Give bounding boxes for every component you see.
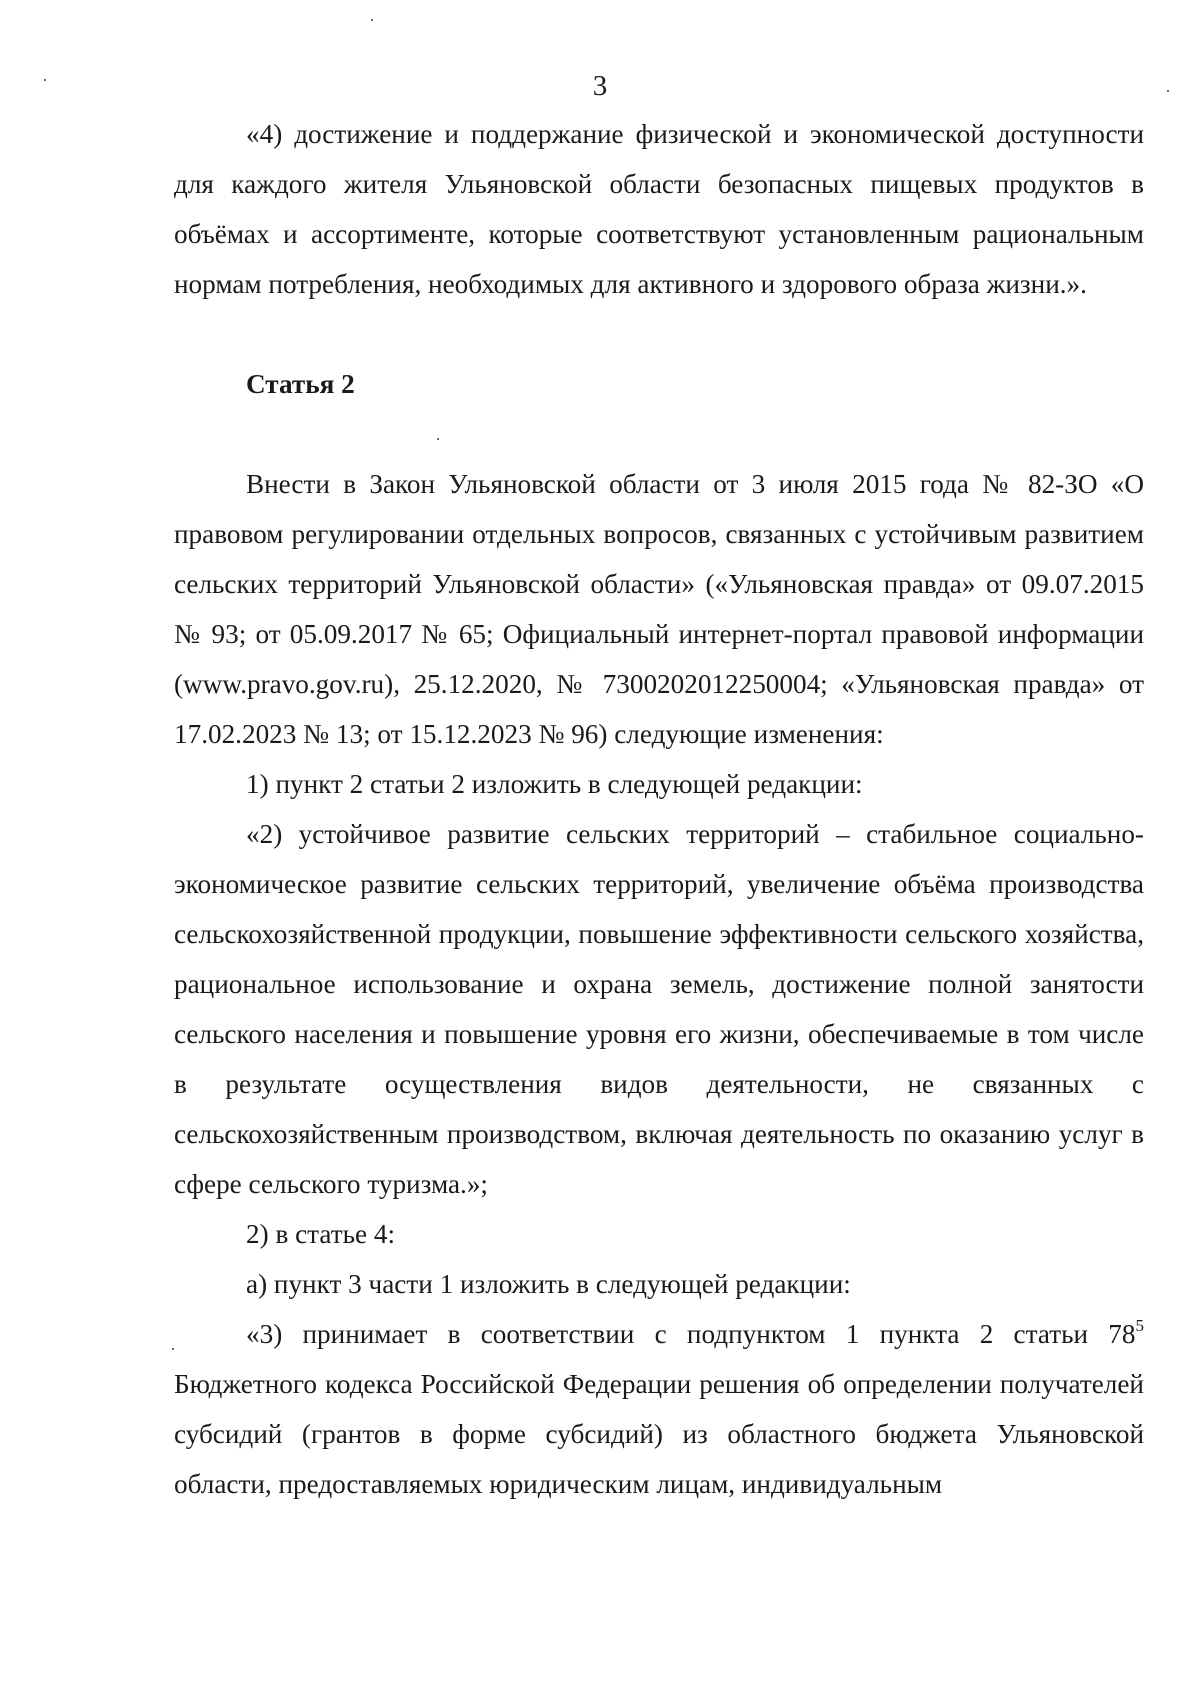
paragraph-item-3 xyxy=(174,1309,1144,1509)
article-heading: Статья 2 xyxy=(246,369,355,399)
paragraph-amendment-intro: Внести в Закон Ульяновской области от 3 июля 2015 года № 82-ЗО «О правовом регулировании отдельных вопросов, связанных с устойчивым развитием сельских территорий Ульяновской области» («Ульяновская правда» от 09.07.2015 № 93; от 05.09.2017 № 65; Официальный интернет-портал правовой информации (www.pravo.gov.ru), 25.12.2020, № 7300202012250004; «Ульяновская правда» от 17.02.2023 № 13; от 15.12.2023 № 96) следующие изменения: xyxy=(174,469,1144,749)
scan-speck xyxy=(1167,90,1169,92)
paragraph-point-2: 2) в статье 4: xyxy=(246,1219,396,1249)
scan-speck xyxy=(371,19,373,21)
scan-speck xyxy=(172,1348,174,1350)
article-superscript: 5 xyxy=(1135,1315,1144,1335)
paragraph-subpoint-a: а) пункт 3 части 1 изложить в следующей редакции: xyxy=(246,1269,851,1299)
scan-speck xyxy=(437,438,439,440)
paragraph-item-3-start: «3) принимает в соответствии с подпунктом 1 пункта 2 статьи 78 xyxy=(246,1319,1136,1349)
paragraph-point-1: 1) пункт 2 статьи 2 изложить в следующей редакции: xyxy=(246,769,863,799)
paragraph-item-3-end: Бюджетного кодекса Российской Федерации решения об определении получателей субсидий (грантов в форме субсидий) из областного бюджета Ульяновской области, предоставляемых юридическим лицам, индивидуальным xyxy=(174,1369,1144,1499)
page-number: 3 xyxy=(592,70,608,102)
document-body xyxy=(174,109,1144,1509)
paragraph-definition-2: «2) устойчивое развитие сельских территорий – стабильное социально-экономическое развитие сельских территорий, увеличение объёма производства сельскохозяйственной продукции, повышение эффективности сельского хозяйства, рациональное использование и охрана земель, достижение полной занятости сельского населения и повышение уровня его жизни, обеспечиваемые в том числе в результате осуществления видов деятельности, не связанных с сельскохозяйственным производством, включая деятельность по оказанию услуг в сфере сельского туризма.»; xyxy=(174,819,1144,1199)
scan-speck xyxy=(44,79,46,81)
paragraph-item-4-amendment: «4) достижение и поддержание физической и экономической доступности для каждого жителя Ульяновской области безопасных пищевых продуктов в объёмах и ассортименте, которые соответствуют установленным рациональным нормам потребления, необходимых для активного и здорового образа жизни.». xyxy=(174,119,1144,299)
